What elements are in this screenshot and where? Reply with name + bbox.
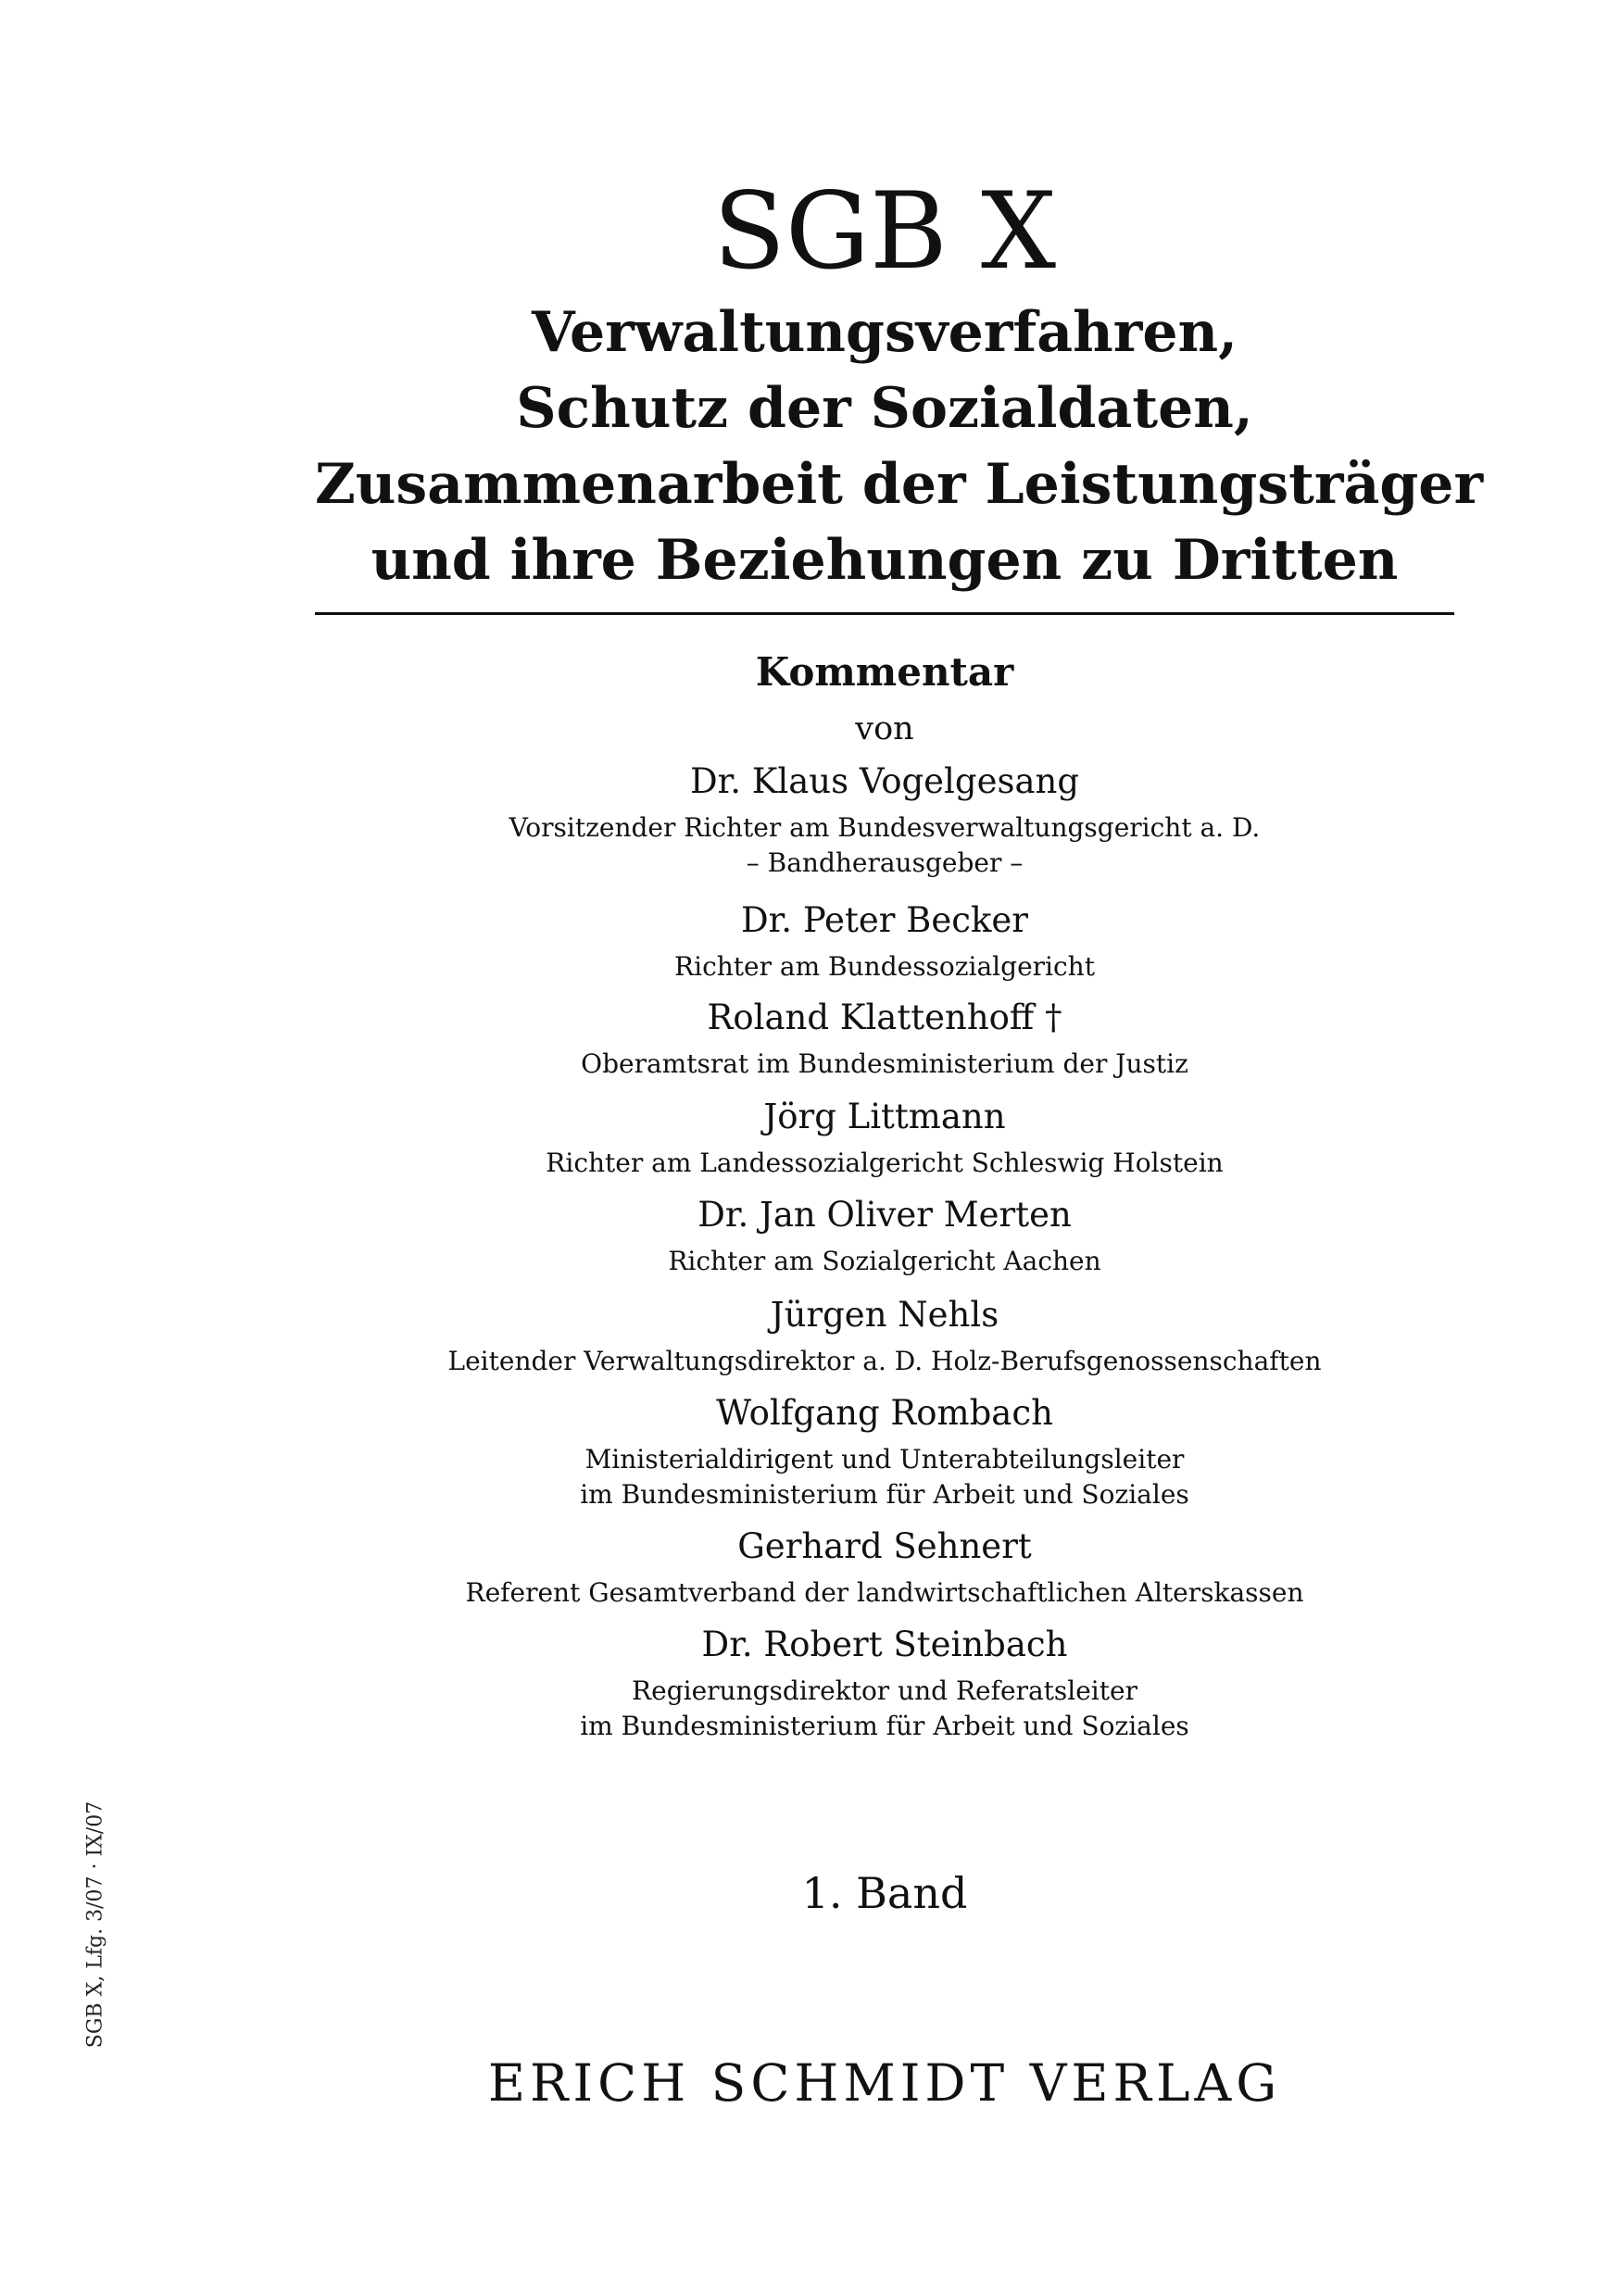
subtitle-line: Zusammenarbeit der Leistungsträger: [315, 452, 1484, 517]
author-role-line: im Bundesministerium für Arbeit und Soziales: [580, 1711, 1189, 1741]
author-role-line: Vorsitzender Richter am Bundesverwaltungsgericht a. D.: [509, 812, 1261, 843]
book-title: SGB X: [712, 169, 1057, 293]
author-role: [315, 1244, 1454, 1279]
subtitle-line: Schutz der Sozialdaten,: [516, 376, 1253, 441]
author-role-line: Regierungsdirektor und Referatsleiter: [632, 1675, 1137, 1706]
author-role: [315, 1146, 1454, 1181]
author-role-line: Oberamtsrat im Bundesministerium der Justiz: [581, 1048, 1188, 1079]
author-role-line: Richter am Bundessozialgericht: [674, 951, 1095, 982]
von-label: von: [855, 710, 914, 747]
subtitle-line: und ihre Beziehungen zu Dritten: [371, 528, 1399, 593]
subtitle-line: Verwaltungsverfahren,: [531, 300, 1238, 365]
author-role: [315, 810, 1454, 881]
author-role-line: Richter am Sozialgericht Aachen: [668, 1246, 1101, 1276]
author-name: Jörg Littmann: [763, 1097, 1006, 1136]
author-role-line: im Bundesministerium für Arbeit und Soziales: [580, 1479, 1189, 1510]
book-subtitle: [315, 295, 1484, 598]
author-role: [315, 949, 1454, 985]
author-role-line: Leitender Verwaltungsdirektor a. D. Holz-Berufsgenossenschaften: [447, 1346, 1322, 1376]
author-name: Dr. Robert Steinbach: [701, 1625, 1068, 1664]
author-name: Dr. Klaus Vogelgesang: [689, 761, 1080, 801]
author-role: [315, 1047, 1454, 1082]
author-role-line: Referent Gesamtverband der landwirtschaftlichen Alterskassen: [465, 1577, 1304, 1608]
title-divider: [315, 612, 1454, 615]
kommentar-heading: Kommentar: [755, 649, 1014, 695]
author-role: [315, 1442, 1454, 1512]
author-role-line: Richter am Landessozialgericht Schleswig Holstein: [546, 1148, 1224, 1178]
author-name: Jürgen Nehls: [770, 1295, 999, 1335]
author-name: Roland Klattenhoff †: [707, 997, 1062, 1037]
volume-label: 1. Band: [801, 1868, 968, 1918]
author-name: Dr. Jan Oliver Merten: [697, 1195, 1072, 1235]
author-role-line: – Bandherausgeber –: [746, 847, 1024, 878]
spine-note: SGB X, Lfg. 3/07 · IX/07: [83, 1800, 107, 2049]
author-role: [315, 1344, 1454, 1379]
author-role: [315, 1575, 1454, 1611]
author-name: Wolfgang Rombach: [716, 1393, 1053, 1433]
author-name: Dr. Peter Becker: [741, 900, 1028, 940]
author-role-line: Ministerialdirigent und Unterabteilungsleiter: [584, 1444, 1185, 1474]
publisher-name: ERICH SCHMIDT VERLAG: [487, 2053, 1282, 2113]
author-name: Gerhard Sehnert: [737, 1526, 1032, 1566]
author-role: [315, 1674, 1454, 1744]
